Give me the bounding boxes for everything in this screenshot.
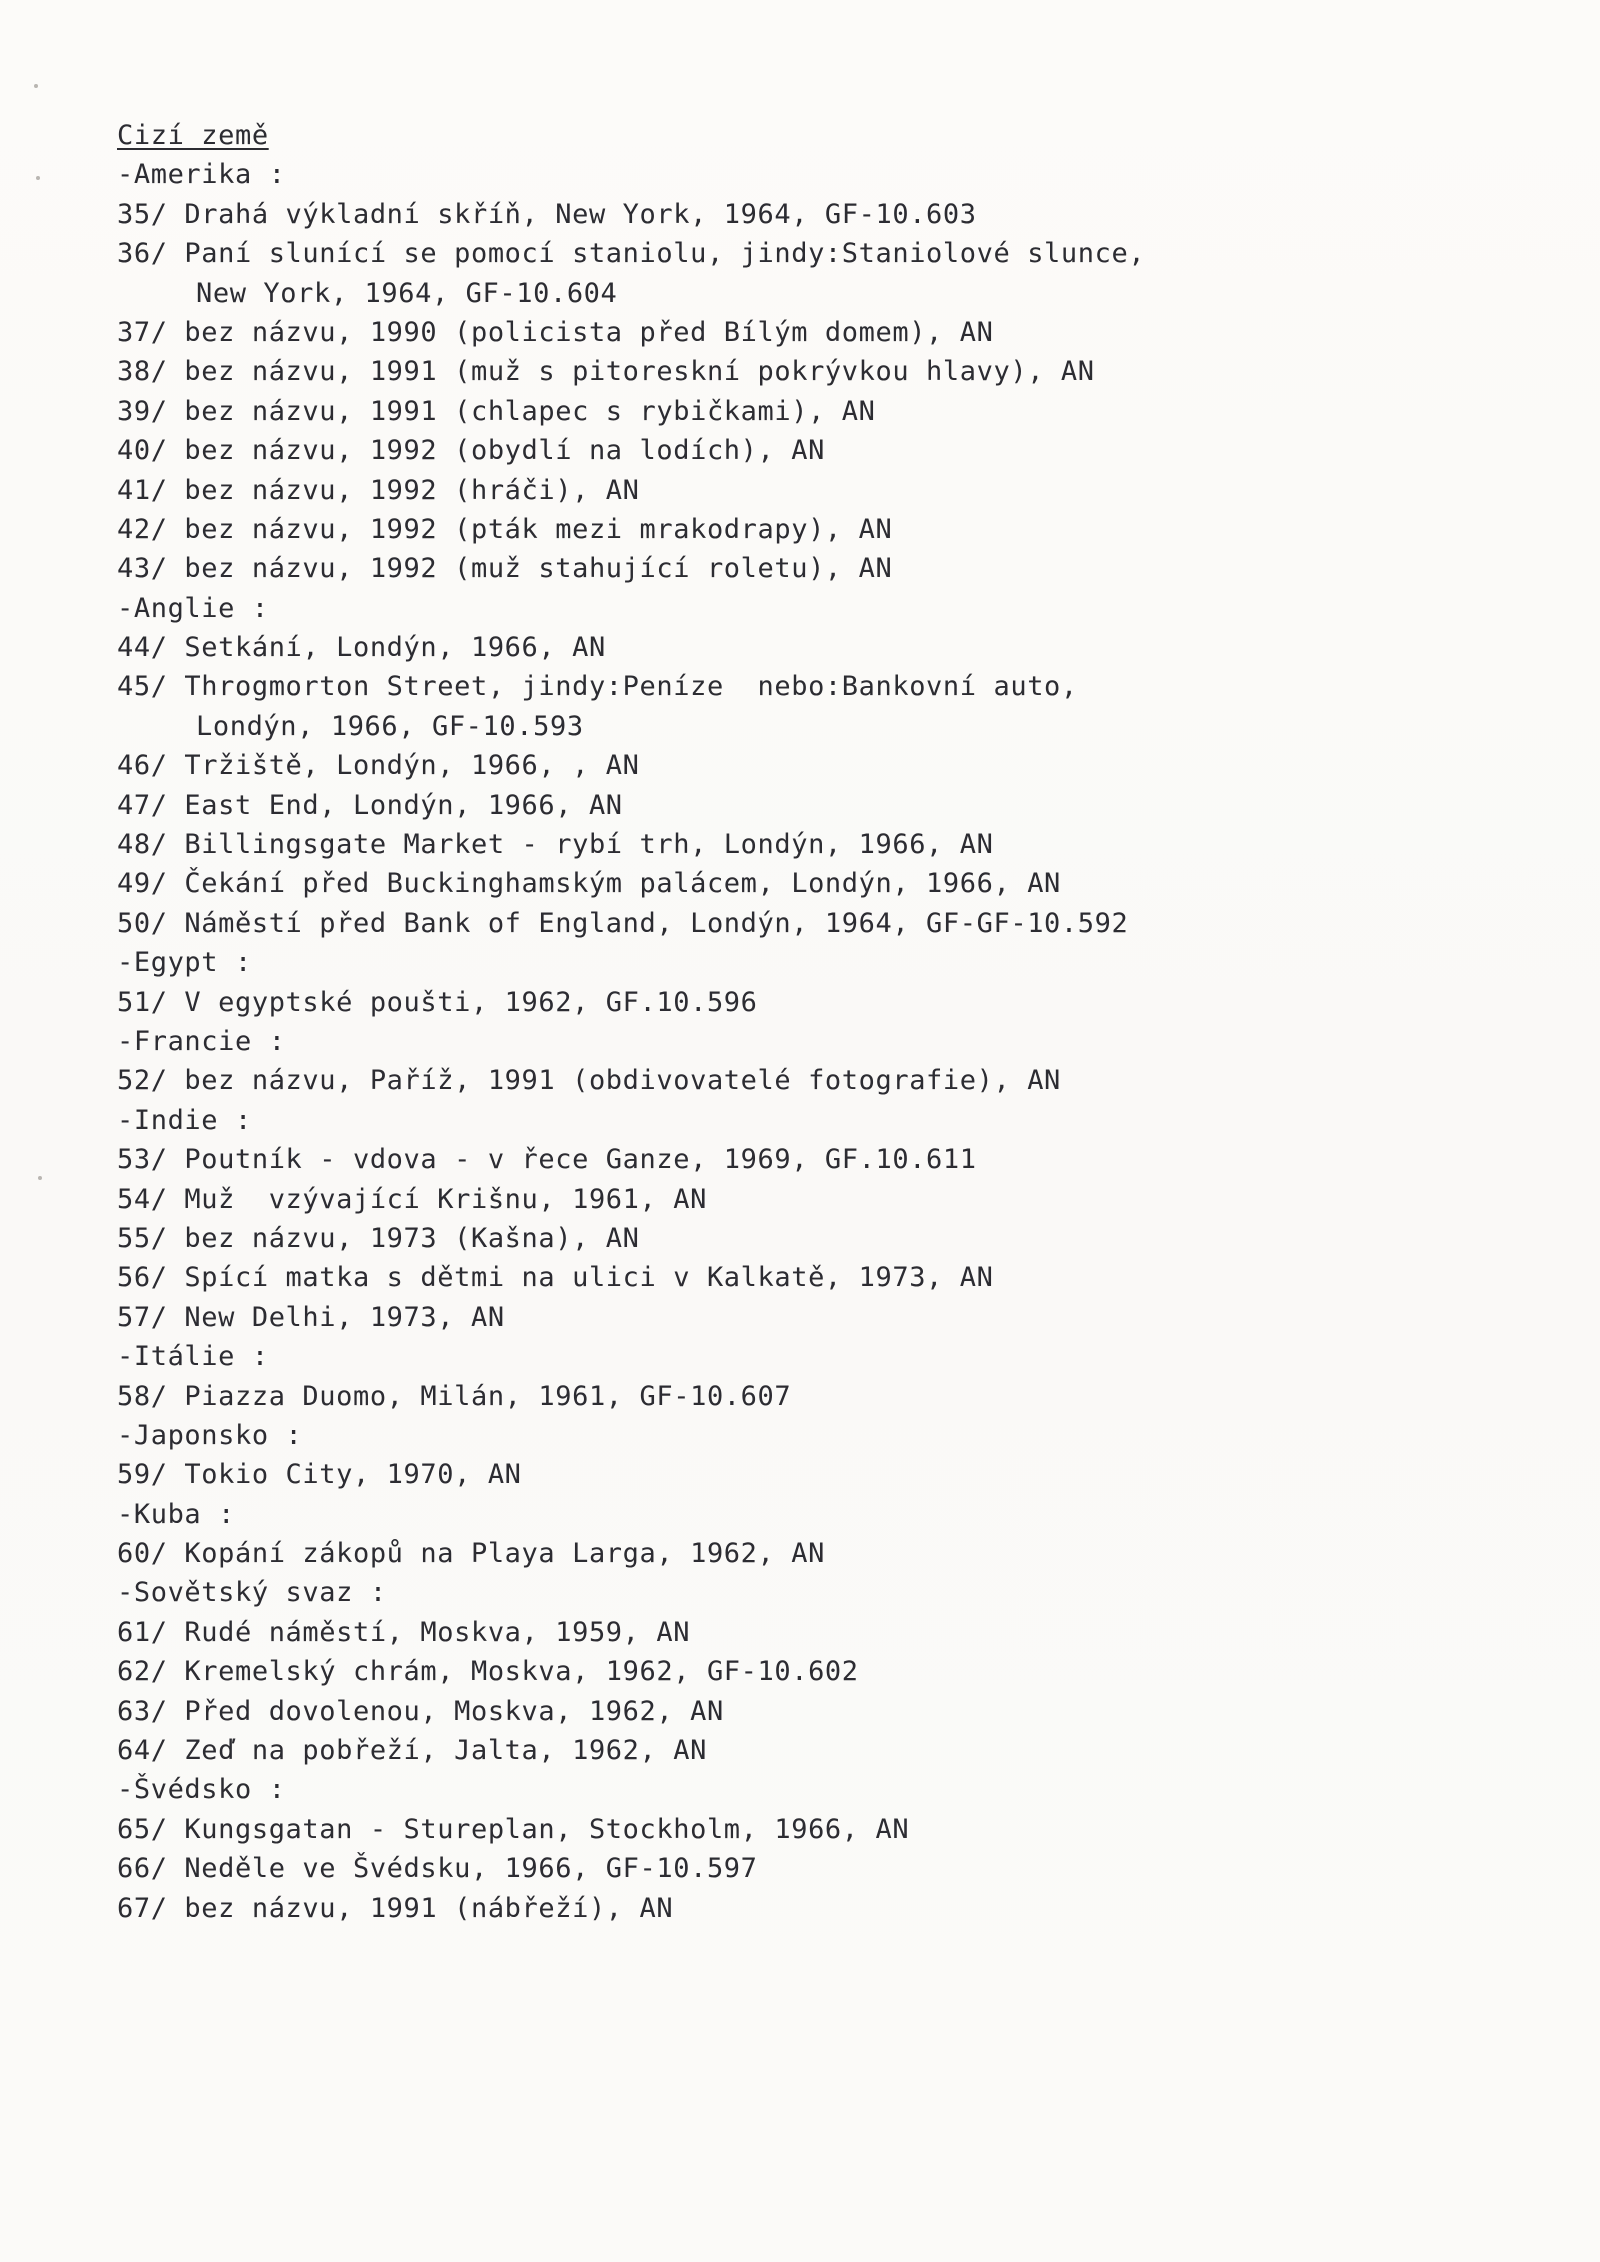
section-heading: -Francie :	[117, 1025, 286, 1057]
section-heading: -Japonsko :	[117, 1419, 303, 1451]
punch-mark	[34, 84, 38, 88]
list-item: 63/ Před dovolenou, Moskva, 1962, AN	[117, 1695, 724, 1727]
list-item: 42/ bez názvu, 1992 (pták mezi mrakodrapy), AN	[117, 513, 893, 545]
list-item: 60/ Kopání zákopů na Playa Larga, 1962, AN	[117, 1538, 825, 1570]
list-item: 66/ Neděle ve Švédsku, 1966, GF-10.597	[117, 1853, 758, 1885]
list-item: 61/ Rudé náměstí, Moskva, 1959, AN	[117, 1616, 691, 1648]
list-item: 49/ Čekání před Buckinghamským palácem, Londýn, 1966, AN	[117, 868, 1061, 900]
punch-mark	[36, 176, 40, 180]
section-heading: -Švédsko :	[117, 1774, 286, 1806]
list-item: 50/ Náměstí před Bank of England, Londýn, 1964, GF-GF-10.592	[117, 907, 1129, 939]
section-heading: -Itálie :	[117, 1341, 269, 1373]
list-item: 46/ Tržiště, Londýn, 1966, , AN	[117, 750, 640, 782]
list-item: 41/ bez názvu, 1992 (hráči), AN	[117, 474, 640, 506]
list-item: 45/ Throgmorton Street, jindy:Peníze nebo:Bankovní auto,	[117, 671, 1078, 703]
section-heading: -Kuba :	[117, 1498, 235, 1530]
section-heading: -Indie :	[117, 1104, 252, 1136]
list-item: 53/ Poutník - vdova - v řece Ganze, 1969, GF.10.611	[117, 1144, 977, 1176]
list-item: 67/ bez názvu, 1991 (nábřeží), AN	[117, 1892, 674, 1924]
section-heading: -Sovětský svaz :	[117, 1577, 387, 1609]
list-item: 52/ bez názvu, Paříž, 1991 (obdivovatelé fotografie), AN	[117, 1065, 1061, 1097]
list-item-continuation: Londýn, 1966, GF-10.593	[196, 710, 584, 742]
page-title: Cizí země	[117, 120, 269, 151]
list-item: 54/ Muž vzývající Krišnu, 1961, AN	[117, 1183, 707, 1215]
section-list	[117, 155, 1417, 1928]
list-item: 36/ Paní slunící se pomocí staniolu, jindy:Staniolové slunce,	[117, 238, 1146, 270]
list-item: 59/ Tokio City, 1970, AN	[117, 1459, 522, 1491]
list-item: 48/ Billingsgate Market - rybí trh, Londýn, 1966, AN	[117, 829, 994, 861]
list-item: 56/ Spící matka s dětmi na ulici v Kalkatě, 1973, AN	[117, 1262, 994, 1294]
list-item: 55/ bez názvu, 1973 (Kašna), AN	[117, 1222, 640, 1254]
section-heading: -Anglie :	[117, 592, 269, 624]
list-item: 43/ bez názvu, 1992 (muž stahující roletu), AN	[117, 553, 893, 585]
section-heading: -Egypt :	[117, 947, 252, 979]
list-item: 47/ East End, Londýn, 1966, AN	[117, 789, 623, 821]
list-item: 38/ bez názvu, 1991 (muž s pitoreskní pokrývkou hlavy), AN	[117, 356, 1095, 388]
document-body	[117, 116, 1417, 1928]
list-item: 65/ Kungsgatan - Stureplan, Stockholm, 1966, AN	[117, 1813, 910, 1845]
list-item: 44/ Setkání, Londýn, 1966, AN	[117, 632, 606, 664]
section-heading: -Amerika :	[117, 159, 286, 191]
list-item-continuation: New York, 1964, GF-10.604	[196, 277, 618, 309]
list-item: 64/ Zeď na pobřeží, Jalta, 1962, AN	[117, 1735, 707, 1767]
list-item: 39/ bez názvu, 1991 (chlapec s rybičkami), AN	[117, 395, 876, 427]
list-item: 35/ Drahá výkladní skříň, New York, 1964, GF-10.603	[117, 198, 977, 230]
list-item: 62/ Kremelský chrám, Moskva, 1962, GF-10.602	[117, 1656, 859, 1688]
list-item: 57/ New Delhi, 1973, AN	[117, 1301, 505, 1333]
list-item: 51/ V egyptské poušti, 1962, GF.10.596	[117, 986, 758, 1018]
punch-mark	[38, 1176, 42, 1180]
list-item: 37/ bez názvu, 1990 (policista před Bílým domem), AN	[117, 316, 994, 348]
list-item: 58/ Piazza Duomo, Milán, 1961, GF-10.607	[117, 1380, 792, 1412]
list-item: 40/ bez názvu, 1992 (obydlí na lodích), AN	[117, 435, 825, 467]
